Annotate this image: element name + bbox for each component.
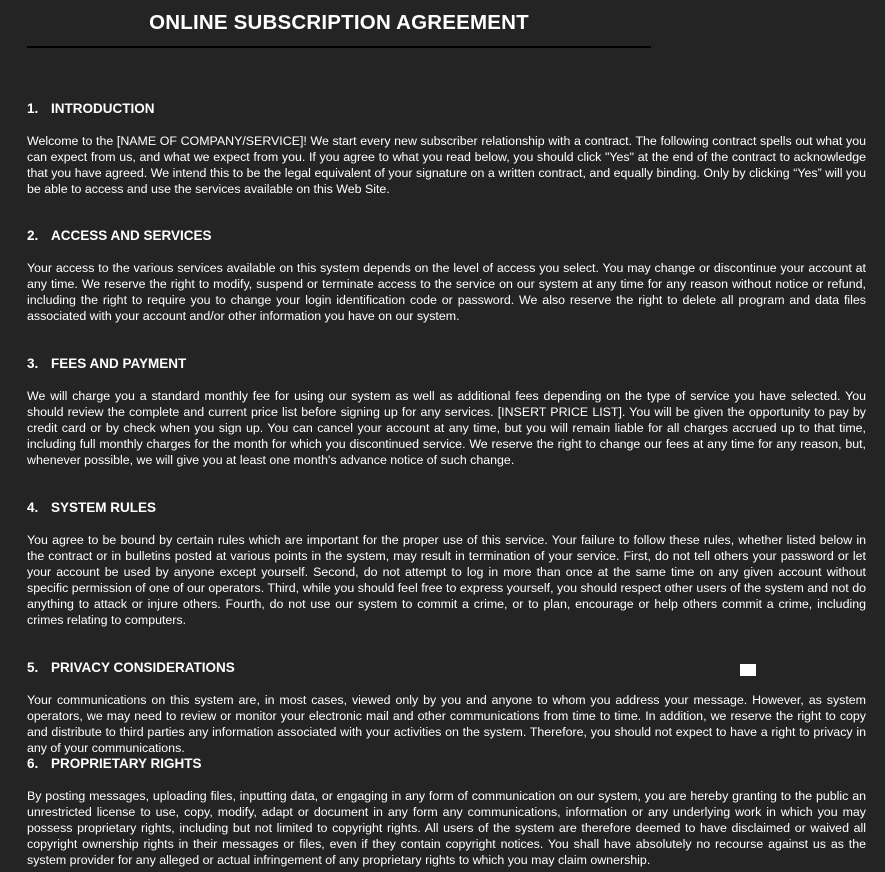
section-system-rules: [27, 500, 866, 628]
section-heading-text: INTRODUCTION: [51, 101, 155, 116]
section-body: By posting messages, uploading files, inputting data, or engaging in any form of communication on our system, you are hereby granting to the public an unrestricted license to use, copy, modify, adapt or document in any form any communications, information or any underlying work in which you may possess proprietary rights, including but not limited to copyright rights. All users of the system are therefore deemed to have disclaimed or waived all copyright ownership rights in their messages or files, even if they contain copyright notices. You shall have absolutely no recourse against us as the system provider for any alleged or actual infringement of any proprietary rights to which you may claim ownership.: [27, 789, 866, 867]
section-heading: [27, 101, 866, 117]
section-heading-text: PRIVACY CONSIDERATIONS: [51, 660, 235, 675]
section-heading-text: PROPRIETARY RIGHTS: [51, 756, 202, 771]
section-heading: [27, 756, 866, 772]
section-introduction: [27, 101, 866, 197]
section-body: You agree to be bound by certain rules which are important for the proper use of this service. Your failure to follow these rules, whether listed below in the contract or in bulletins posted at various points in the system, may result in termination of your service. First, do not tell others your password or let your account be used by anyone except yourself. Second, do not attempt to log in more than once at the same time on any given account without specific permission of one of our operators. Third, while you should feel free to express yourself, you should respect other users of the system and not do anything to attack or injure others. Fourth, do not use our system to commit a crime, or to plan, encourage or help others commit a crime, including crimes relating to computers.: [27, 533, 866, 627]
section-number: 3.: [27, 356, 39, 371]
section-body: Welcome to the [NAME OF COMPANY/SERVICE]! We start every new subscriber relationship with a contract. The following contract spells out what you can expect from us, and what we expect from you. If you agree to what you read below, you should click "Yes" at the end of the contract to acknowledge that you have agreed. We intend this to be the legal equivalent of your signature on a written contract, and equally binding. Only by clicking “Yes” will you be able to access and use the services available on this Web Site.: [27, 134, 866, 196]
section-heading: [27, 228, 866, 244]
section-heading-text: SYSTEM RULES: [51, 500, 157, 515]
section-number: 4.: [27, 500, 39, 515]
title-underline: [27, 46, 651, 48]
section-heading-text: FEES AND PAYMENT: [51, 356, 187, 371]
section-body: Your communications on this system are, in most cases, viewed only by you and anyone to whom you address your message. However, as system operators, we may need to review or monitor your electronic mail and other communications from time to time. In addition, we reserve the right to copy and distribute to third parties any information associated with your activities on the system. Therefore, you should not expect to have a right to privacy in any of your communications.: [27, 693, 866, 755]
section-access-and-services: [27, 228, 866, 324]
section-number: 6.: [27, 756, 39, 771]
section-number: 1.: [27, 101, 39, 116]
section-number: 2.: [27, 228, 39, 243]
section-heading-text: ACCESS AND SERVICES: [51, 228, 212, 243]
section-proprietary-rights: [27, 756, 866, 868]
section-heading: [27, 500, 866, 516]
section-body: Your access to the various services available on this system depends on the level of access you select. You may change or discontinue your account at any time. We reserve the right to modify, suspend or terminate access to the service on our system at any time for any reason without notice or refund, including the right to require you to change your login identification code or password. We also reserve the right to delete all program and data files associated with your account and/or other information you have on our system.: [27, 261, 866, 323]
comment-marker[interactable]: [740, 664, 756, 676]
section-body: We will charge you a standard monthly fee for using our system as well as additional fees depending on the type of service you have selected. You should review the complete and current price list before signing up for any services. [INSERT PRICE LIST]. You will be given the opportunity to pay by credit card or by check when you sign up. You can cancel your account at any time, but you will remain liable for all charges accrued up to that time, including full monthly charges for the month for which you discontinued service. We reserve the right to change our fees at any time for any reason, but, whenever possible, we will give you at least one month's advance notice of such change.: [27, 389, 866, 467]
section-fees-and-payment: [27, 356, 866, 468]
section-heading: [27, 356, 866, 372]
section-number: 5.: [27, 660, 39, 675]
document-title: ONLINE SUBSCRIPTION AGREEMENT: [149, 11, 529, 34]
